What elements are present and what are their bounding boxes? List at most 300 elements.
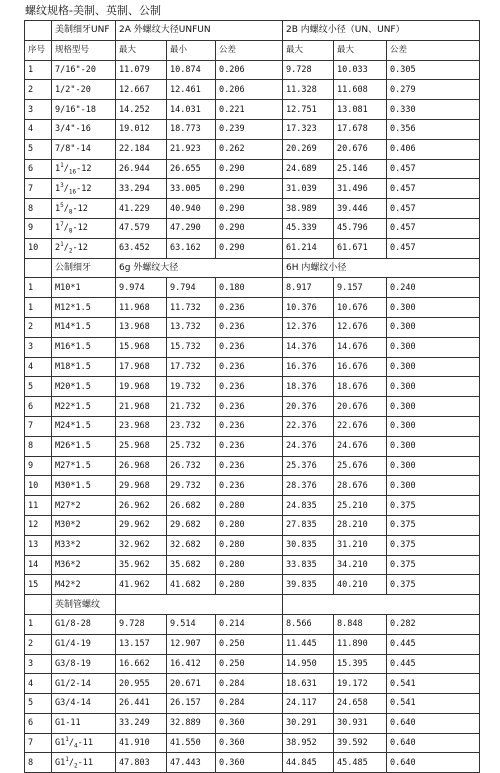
row-index: 6 <box>25 713 52 733</box>
value-cell: 21.923 <box>167 139 216 159</box>
table-body <box>25 21 480 773</box>
spec-name: G1/2-14 <box>52 674 116 694</box>
value-cell: 9.794 <box>167 278 216 298</box>
spec-name: $1^7/_8-12$ <box>52 218 116 238</box>
spec-name: M33*2 <box>52 535 116 555</box>
value-cell: 11.890 <box>334 634 387 654</box>
table-row <box>25 298 480 318</box>
spec-name: M18*1.5 <box>52 357 116 377</box>
row-index: 7 <box>25 179 52 199</box>
column-header: 公差 <box>387 40 480 60</box>
row-index: 1 <box>25 614 52 634</box>
column-header: 序号 <box>25 40 52 60</box>
value-cell: 10.874 <box>167 60 216 80</box>
table-row <box>25 674 480 694</box>
value-cell: 26.441 <box>116 694 167 714</box>
value-cell: 0.236 <box>216 476 283 496</box>
spec-name: M12*1.5 <box>52 298 116 318</box>
value-cell: 45.339 <box>283 218 334 238</box>
spec-name: 3/4"-16 <box>52 119 116 139</box>
table-row <box>25 654 480 674</box>
value-cell: 0.300 <box>387 337 480 357</box>
row-index: 3 <box>25 654 52 674</box>
table-row <box>25 337 480 357</box>
value-cell: 33.249 <box>116 713 167 733</box>
table-row <box>25 80 480 100</box>
table-row <box>25 238 480 258</box>
table-row <box>25 357 480 377</box>
value-cell: 0.360 <box>216 713 283 733</box>
value-cell: 40.210 <box>334 575 387 595</box>
value-cell: 19.732 <box>167 377 216 397</box>
table-row <box>25 535 480 555</box>
value-cell: 13.732 <box>167 317 216 337</box>
value-cell: 14.950 <box>283 654 334 674</box>
value-cell: 0.640 <box>387 713 480 733</box>
value-cell: 18.631 <box>283 674 334 694</box>
value-cell: 34.210 <box>334 555 387 575</box>
row-index: 11 <box>25 496 52 516</box>
value-cell: 18.376 <box>283 377 334 397</box>
value-cell: 18.676 <box>334 377 387 397</box>
spec-name: 7/16"-20 <box>52 60 116 80</box>
value-cell: 0.445 <box>387 654 480 674</box>
value-cell: 33.835 <box>283 555 334 575</box>
section-name: 美制细牙UNF <box>52 21 116 41</box>
value-cell: 9.974 <box>116 278 167 298</box>
value-cell: 47.443 <box>167 753 216 773</box>
table-row <box>25 139 480 159</box>
value-cell: 29.962 <box>116 515 167 535</box>
value-cell: 47.803 <box>116 753 167 773</box>
value-cell: 0.375 <box>387 496 480 516</box>
row-index: 1 <box>25 298 52 318</box>
value-cell: 19.172 <box>334 674 387 694</box>
spec-name: M20*1.5 <box>52 377 116 397</box>
value-cell: 24.376 <box>283 436 334 456</box>
value-cell: 0.375 <box>387 515 480 535</box>
value-cell: 41.682 <box>167 575 216 595</box>
value-cell: 0.206 <box>216 60 283 80</box>
section-name: 英制管螺纹 <box>52 595 116 615</box>
section-header-row <box>25 21 480 41</box>
value-cell: 41.229 <box>116 199 167 219</box>
value-cell: 22.676 <box>334 416 387 436</box>
value-cell: 0.300 <box>387 357 480 377</box>
spec-name: M27*1.5 <box>52 456 116 476</box>
spec-name: 9/16"-18 <box>52 100 116 120</box>
value-cell: 0.250 <box>216 634 283 654</box>
value-cell: 0.206 <box>216 80 283 100</box>
spec-name: M30*2 <box>52 515 116 535</box>
column-header-row <box>25 40 480 60</box>
row-index: 14 <box>25 555 52 575</box>
value-cell: 8.848 <box>334 614 387 634</box>
row-index: 2 <box>25 634 52 654</box>
column-header: 最大 <box>334 40 387 60</box>
spec-name: M30*1.5 <box>52 476 116 496</box>
major-diameter-label: 2A 外螺纹大径UNFUN <box>116 21 283 41</box>
value-cell: 11.732 <box>167 298 216 318</box>
value-cell: 0.236 <box>216 337 283 357</box>
row-index: 10 <box>25 476 52 496</box>
row-index: 5 <box>25 139 52 159</box>
table-row <box>25 515 480 535</box>
table-row <box>25 377 480 397</box>
value-cell: 61.671 <box>334 238 387 258</box>
value-cell: 17.678 <box>334 119 387 139</box>
value-cell: 0.236 <box>216 357 283 377</box>
spec-name: $2^1/_2-12$ <box>52 238 116 258</box>
value-cell: 28.210 <box>334 515 387 535</box>
value-cell: 61.214 <box>283 238 334 258</box>
value-cell: 0.300 <box>387 397 480 417</box>
value-cell: 20.676 <box>334 139 387 159</box>
value-cell: 31.210 <box>334 535 387 555</box>
column-header: 最大 <box>116 40 167 60</box>
table-row <box>25 694 480 714</box>
spec-name: M10*1 <box>52 278 116 298</box>
value-cell: 31.496 <box>334 179 387 199</box>
value-cell: 11.079 <box>116 60 167 80</box>
value-cell: 15.395 <box>334 654 387 674</box>
spec-name: $1^5/_8-12$ <box>52 199 116 219</box>
table-row <box>25 456 480 476</box>
row-index: 15 <box>25 575 52 595</box>
table-row <box>25 179 480 199</box>
value-cell: 14.252 <box>116 100 167 120</box>
value-cell: 33.005 <box>167 179 216 199</box>
value-cell: 0.457 <box>387 199 480 219</box>
section-name: 公制细牙 <box>52 258 116 278</box>
row-index: 8 <box>25 199 52 219</box>
value-cell: 0.375 <box>387 575 480 595</box>
value-cell: 23.968 <box>116 416 167 436</box>
value-cell: 0.457 <box>387 159 480 179</box>
value-cell: 0.250 <box>216 654 283 674</box>
value-cell: 9.728 <box>283 60 334 80</box>
value-cell: 63.162 <box>167 238 216 258</box>
value-cell: 22.184 <box>116 139 167 159</box>
spec-name: M16*1.5 <box>52 337 116 357</box>
table-row <box>25 496 480 516</box>
value-cell: 28.376 <box>283 476 334 496</box>
value-cell: 0.300 <box>387 476 480 496</box>
value-cell: 30.931 <box>334 713 387 733</box>
blank-cell <box>116 595 283 615</box>
value-cell: 17.968 <box>116 357 167 377</box>
major-diameter-label: 6g 外螺纹大径 <box>116 258 283 278</box>
value-cell: 0.457 <box>387 238 480 258</box>
value-cell: 38.989 <box>283 199 334 219</box>
value-cell: 16.662 <box>116 654 167 674</box>
spec-name: G1/4-19 <box>52 634 116 654</box>
value-cell: 26.655 <box>167 159 216 179</box>
value-cell: 16.376 <box>283 357 334 377</box>
value-cell: 25.732 <box>167 436 216 456</box>
row-index: 8 <box>25 753 52 773</box>
value-cell: 45.796 <box>334 218 387 238</box>
value-cell: 23.732 <box>167 416 216 436</box>
value-cell: 41.550 <box>167 733 216 753</box>
value-cell: 0.300 <box>387 436 480 456</box>
value-cell: 12.376 <box>283 317 334 337</box>
spec-name: 7/8"-14 <box>52 139 116 159</box>
value-cell: 0.282 <box>387 614 480 634</box>
spec-name: $1^3/_{16}-12$ <box>52 179 116 199</box>
value-cell: 0.280 <box>216 496 283 516</box>
value-cell: 24.835 <box>283 496 334 516</box>
row-index: 9 <box>25 218 52 238</box>
row-index: 3 <box>25 337 52 357</box>
value-cell: 0.284 <box>216 694 283 714</box>
value-cell: 11.328 <box>283 80 334 100</box>
row-index: 10 <box>25 238 52 258</box>
row-index: 6 <box>25 397 52 417</box>
value-cell: 13.081 <box>334 100 387 120</box>
value-cell: 0.640 <box>387 733 480 753</box>
thread-spec-table <box>24 20 480 773</box>
value-cell: 30.291 <box>283 713 334 733</box>
row-index: 1 <box>25 60 52 80</box>
value-cell: 0.406 <box>387 139 480 159</box>
value-cell: 0.236 <box>216 377 283 397</box>
value-cell: 26.962 <box>116 496 167 516</box>
value-cell: 14.676 <box>334 337 387 357</box>
section-header-row <box>25 258 480 278</box>
value-cell: 0.330 <box>387 100 480 120</box>
value-cell: 12.676 <box>334 317 387 337</box>
value-cell: 0.240 <box>387 278 480 298</box>
minor-diameter-label: 2B 内螺纹小径（UN、UNF） <box>283 21 480 41</box>
value-cell: 0.305 <box>387 60 480 80</box>
value-cell: 32.962 <box>116 535 167 555</box>
value-cell: 0.541 <box>387 674 480 694</box>
value-cell: 0.640 <box>387 753 480 773</box>
table-row <box>25 397 480 417</box>
value-cell: 25.210 <box>334 496 387 516</box>
value-cell: 41.962 <box>116 575 167 595</box>
value-cell: 32.889 <box>167 713 216 733</box>
row-index: 4 <box>25 357 52 377</box>
value-cell: 0.236 <box>216 397 283 417</box>
value-cell: 19.968 <box>116 377 167 397</box>
value-cell: 20.269 <box>283 139 334 159</box>
value-cell: 47.579 <box>116 218 167 238</box>
table-row <box>25 119 480 139</box>
value-cell: 29.732 <box>167 476 216 496</box>
value-cell: 39.446 <box>334 199 387 219</box>
column-header: 公差 <box>216 40 283 60</box>
table-row <box>25 60 480 80</box>
table-row <box>25 436 480 456</box>
table-row <box>25 713 480 733</box>
spec-name: $G1^1/_2-11$ <box>52 753 116 773</box>
table-row <box>25 476 480 496</box>
value-cell: 0.280 <box>216 555 283 575</box>
value-cell: 0.236 <box>216 456 283 476</box>
value-cell: 25.376 <box>283 456 334 476</box>
value-cell: 11.445 <box>283 634 334 654</box>
value-cell: 0.360 <box>216 733 283 753</box>
value-cell: 11.968 <box>116 298 167 318</box>
column-header: 规格型号 <box>52 40 116 60</box>
value-cell: 13.968 <box>116 317 167 337</box>
value-cell: 0.445 <box>387 634 480 654</box>
spec-name: M22*1.5 <box>52 397 116 417</box>
value-cell: 12.461 <box>167 80 216 100</box>
value-cell: 45.485 <box>334 753 387 773</box>
row-index: 7 <box>25 416 52 436</box>
value-cell: 20.676 <box>334 397 387 417</box>
value-cell: 26.157 <box>167 694 216 714</box>
value-cell: 17.323 <box>283 119 334 139</box>
value-cell: 41.910 <box>116 733 167 753</box>
value-cell: 28.676 <box>334 476 387 496</box>
value-cell: 24.676 <box>334 436 387 456</box>
value-cell: 21.732 <box>167 397 216 417</box>
value-cell: 14.376 <box>283 337 334 357</box>
value-cell: 19.012 <box>116 119 167 139</box>
spec-name: M36*2 <box>52 555 116 575</box>
value-cell: 40.940 <box>167 199 216 219</box>
table-row <box>25 100 480 120</box>
value-cell: 18.773 <box>167 119 216 139</box>
value-cell: 20.955 <box>116 674 167 694</box>
value-cell: 9.728 <box>116 614 167 634</box>
value-cell: 21.968 <box>116 397 167 417</box>
value-cell: 0.290 <box>216 218 283 238</box>
value-cell: 26.944 <box>116 159 167 179</box>
value-cell: 8.566 <box>283 614 334 634</box>
value-cell: 0.375 <box>387 555 480 575</box>
value-cell: 10.033 <box>334 60 387 80</box>
spec-name: $1^1/_{16}-12$ <box>52 159 116 179</box>
value-cell: 0.290 <box>216 238 283 258</box>
value-cell: 13.157 <box>116 634 167 654</box>
minor-diameter-label: 6H 内螺纹小径 <box>283 258 480 278</box>
section-header-row <box>25 595 480 615</box>
value-cell: 26.682 <box>167 496 216 516</box>
value-cell: 35.962 <box>116 555 167 575</box>
value-cell: 9.157 <box>334 278 387 298</box>
value-cell: 9.514 <box>167 614 216 634</box>
value-cell: 0.284 <box>216 674 283 694</box>
value-cell: 24.689 <box>283 159 334 179</box>
value-cell: 0.239 <box>216 119 283 139</box>
row-index: 7 <box>25 733 52 753</box>
value-cell: 0.300 <box>387 377 480 397</box>
spec-name: G1-11 <box>52 713 116 733</box>
value-cell: 16.412 <box>167 654 216 674</box>
value-cell: 26.968 <box>116 456 167 476</box>
value-cell: 31.039 <box>283 179 334 199</box>
value-cell: 20.376 <box>283 397 334 417</box>
blank-cell <box>25 595 52 615</box>
value-cell: 25.968 <box>116 436 167 456</box>
value-cell: 25.146 <box>334 159 387 179</box>
value-cell: 0.180 <box>216 278 283 298</box>
value-cell: 32.682 <box>167 535 216 555</box>
table-row <box>25 614 480 634</box>
value-cell: 12.751 <box>283 100 334 120</box>
value-cell: 0.262 <box>216 139 283 159</box>
row-index: 9 <box>25 456 52 476</box>
value-cell: 20.671 <box>167 674 216 694</box>
value-cell: 0.290 <box>216 199 283 219</box>
value-cell: 33.294 <box>116 179 167 199</box>
value-cell: 0.300 <box>387 456 480 476</box>
value-cell: 39.835 <box>283 575 334 595</box>
spec-name: 1/2"-20 <box>52 80 116 100</box>
spec-name: M27*2 <box>52 496 116 516</box>
blank-cell <box>25 258 52 278</box>
value-cell: 0.280 <box>216 575 283 595</box>
value-cell: 0.280 <box>216 515 283 535</box>
table-row <box>25 733 480 753</box>
value-cell: 14.031 <box>167 100 216 120</box>
value-cell: 24.658 <box>334 694 387 714</box>
value-cell: 15.968 <box>116 337 167 357</box>
value-cell: 0.280 <box>216 535 283 555</box>
table-row <box>25 159 480 179</box>
value-cell: 0.457 <box>387 179 480 199</box>
blank-cell <box>25 21 52 41</box>
spec-name: G1/8-28 <box>52 614 116 634</box>
row-index: 1 <box>25 278 52 298</box>
value-cell: 0.300 <box>387 416 480 436</box>
row-index: 2 <box>25 80 52 100</box>
value-cell: 0.356 <box>387 119 480 139</box>
value-cell: 63.452 <box>116 238 167 258</box>
row-index: 4 <box>25 674 52 694</box>
table-row <box>25 416 480 436</box>
blank-cell <box>283 595 480 615</box>
value-cell: 0.457 <box>387 218 480 238</box>
table-row <box>25 555 480 575</box>
spec-name: M14*1.5 <box>52 317 116 337</box>
spec-name: G3/8-19 <box>52 654 116 674</box>
spec-name: M24*1.5 <box>52 416 116 436</box>
row-index: 8 <box>25 436 52 456</box>
value-cell: 10.676 <box>334 298 387 318</box>
row-index: 2 <box>25 317 52 337</box>
value-cell: 25.676 <box>334 456 387 476</box>
spec-name: M26*1.5 <box>52 436 116 456</box>
value-cell: 22.376 <box>283 416 334 436</box>
row-index: 6 <box>25 159 52 179</box>
value-cell: 29.682 <box>167 515 216 535</box>
table-row <box>25 753 480 773</box>
column-header: 最大 <box>283 40 334 60</box>
value-cell: 8.917 <box>283 278 334 298</box>
table-row <box>25 634 480 654</box>
spec-name: G3/4-14 <box>52 694 116 714</box>
value-cell: 0.236 <box>216 298 283 318</box>
value-cell: 0.214 <box>216 614 283 634</box>
row-index: 12 <box>25 515 52 535</box>
value-cell: 39.592 <box>334 733 387 753</box>
value-cell: 26.732 <box>167 456 216 476</box>
value-cell: 0.236 <box>216 436 283 456</box>
row-index: 13 <box>25 535 52 555</box>
table-row <box>25 218 480 238</box>
spec-name: M42*2 <box>52 575 116 595</box>
table-row <box>25 575 480 595</box>
table-row <box>25 278 480 298</box>
value-cell: 0.375 <box>387 535 480 555</box>
value-cell: 16.676 <box>334 357 387 377</box>
